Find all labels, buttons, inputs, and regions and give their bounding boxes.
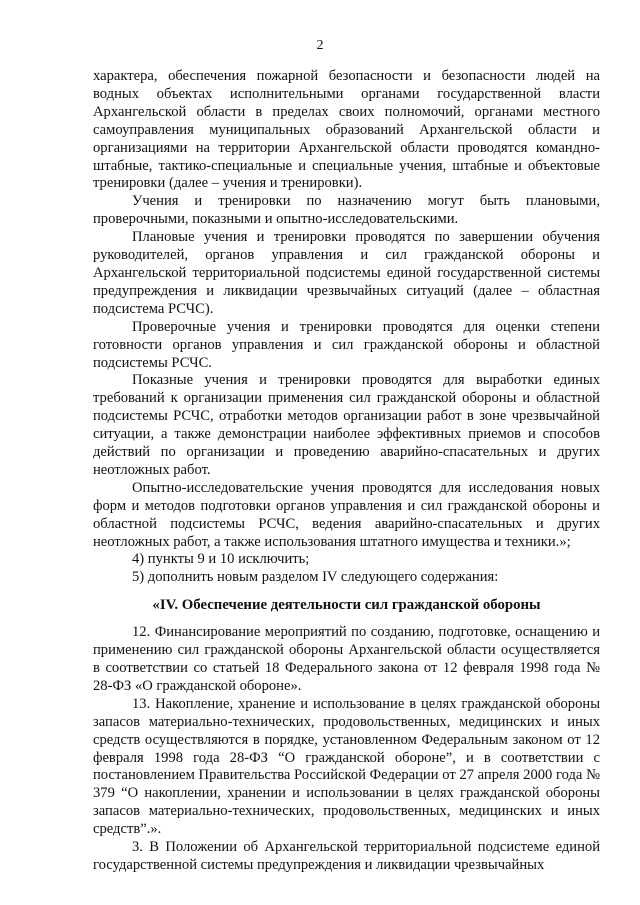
amendment-item-5: 5) дополнить новым разделом IV следующего содержания: (132, 569, 499, 586)
page-number: 2 (316, 38, 324, 53)
paragraph-planned-exercises: Плановые учения и тренировки проводятся по завершении обучения руководителей, органов управления и сил гражданской обороны и Архангельской территориальной подсистемы единой государственной системы предупреждения и ликвидации чрезвычайных ситуаций (далее – областная подсистема РСЧС). (93, 229, 600, 317)
amendment-item-4: 4) пункты 9 и 10 исключить; (132, 551, 310, 568)
paragraph-item-3: 3. В Положении об Архангельской территориальной подсистеме единой государственной системы предупреждения и ликвидации чрезвычайных (93, 839, 600, 873)
paragraph-continuation: характера, обеспечения пожарной безопасности и безопасности людей на водных объектах исполнительными органами государственной власти Архангельской области в пределах своих полномочий, органами местного самоуправления муниципальных образований Архангельской области и организациями на территории Архангельской области проводятся командно-штабные, тактико-специальные и специальные учения, штабные и объектовые тренировки (далее – учения и тренировки). (93, 68, 600, 192)
paragraph-verification-exercises: Проверочные учения и тренировки проводятся для оценки степени готовности органов управления и сил гражданской обороны и областной подсистемы РСЧС. (93, 318, 600, 371)
paragraph-clause-12: 12. Финансирование мероприятий по созданию, подготовке, оснащению и применению сил гражданской обороны Архангельской области осуществляется в соответствии со статьей 18 Федерального закона от 12 февраля 1998 года № 28-ФЗ «О гражданской обороне». (93, 624, 600, 694)
paragraph-demonstration-exercises: Показные учения и тренировки проводятся для выработки единых требований к организации применения сил гражданской обороны и областной подсистемы РСЧС, отработки методов организации работ в зоне чрезвычайной ситуации, а также демонстрации наиболее эффективных приемов и способов действий по организации и проведению аварийно-спасательных и других неотложных работ. (93, 372, 600, 478)
document-body (93, 68, 600, 875)
paragraph-research-exercises: Опытно-исследовательские учения проводятся для исследования новых форм и методов подготовки органов управления и сил гражданской обороны и областной подсистемы РСЧС, ведения аварийно-спасательных и других неотложных работ, а также использования штатного имущества и техники.»; (93, 479, 600, 550)
section-heading: «IV. Обеспечение деятельности сил гражданской обороны (152, 597, 541, 614)
paragraph-clause-13: 13. Накопление, хранение и использование в целях гражданской обороны запасов материально-технических, продовольственных, медицинских и иных средств осуществляются в порядке, установленном Федеральным законом от 12 февраля 1998 года 28-ФЗ “О гражданской обороне”, и в соответствии с постановлением Правительства Российской Федерации от 27 апреля 2000 года № 379 “О накоплении, хранении и использовании в целях гражданской обороны запасов материально-технических, продовольственных, медицинских и иных средств”.». (93, 695, 600, 838)
paragraph-exercise-purpose: Учения и тренировки по назначению могут быть плановыми, проверочными, показными и опытно-исследовательскими. (93, 193, 600, 228)
